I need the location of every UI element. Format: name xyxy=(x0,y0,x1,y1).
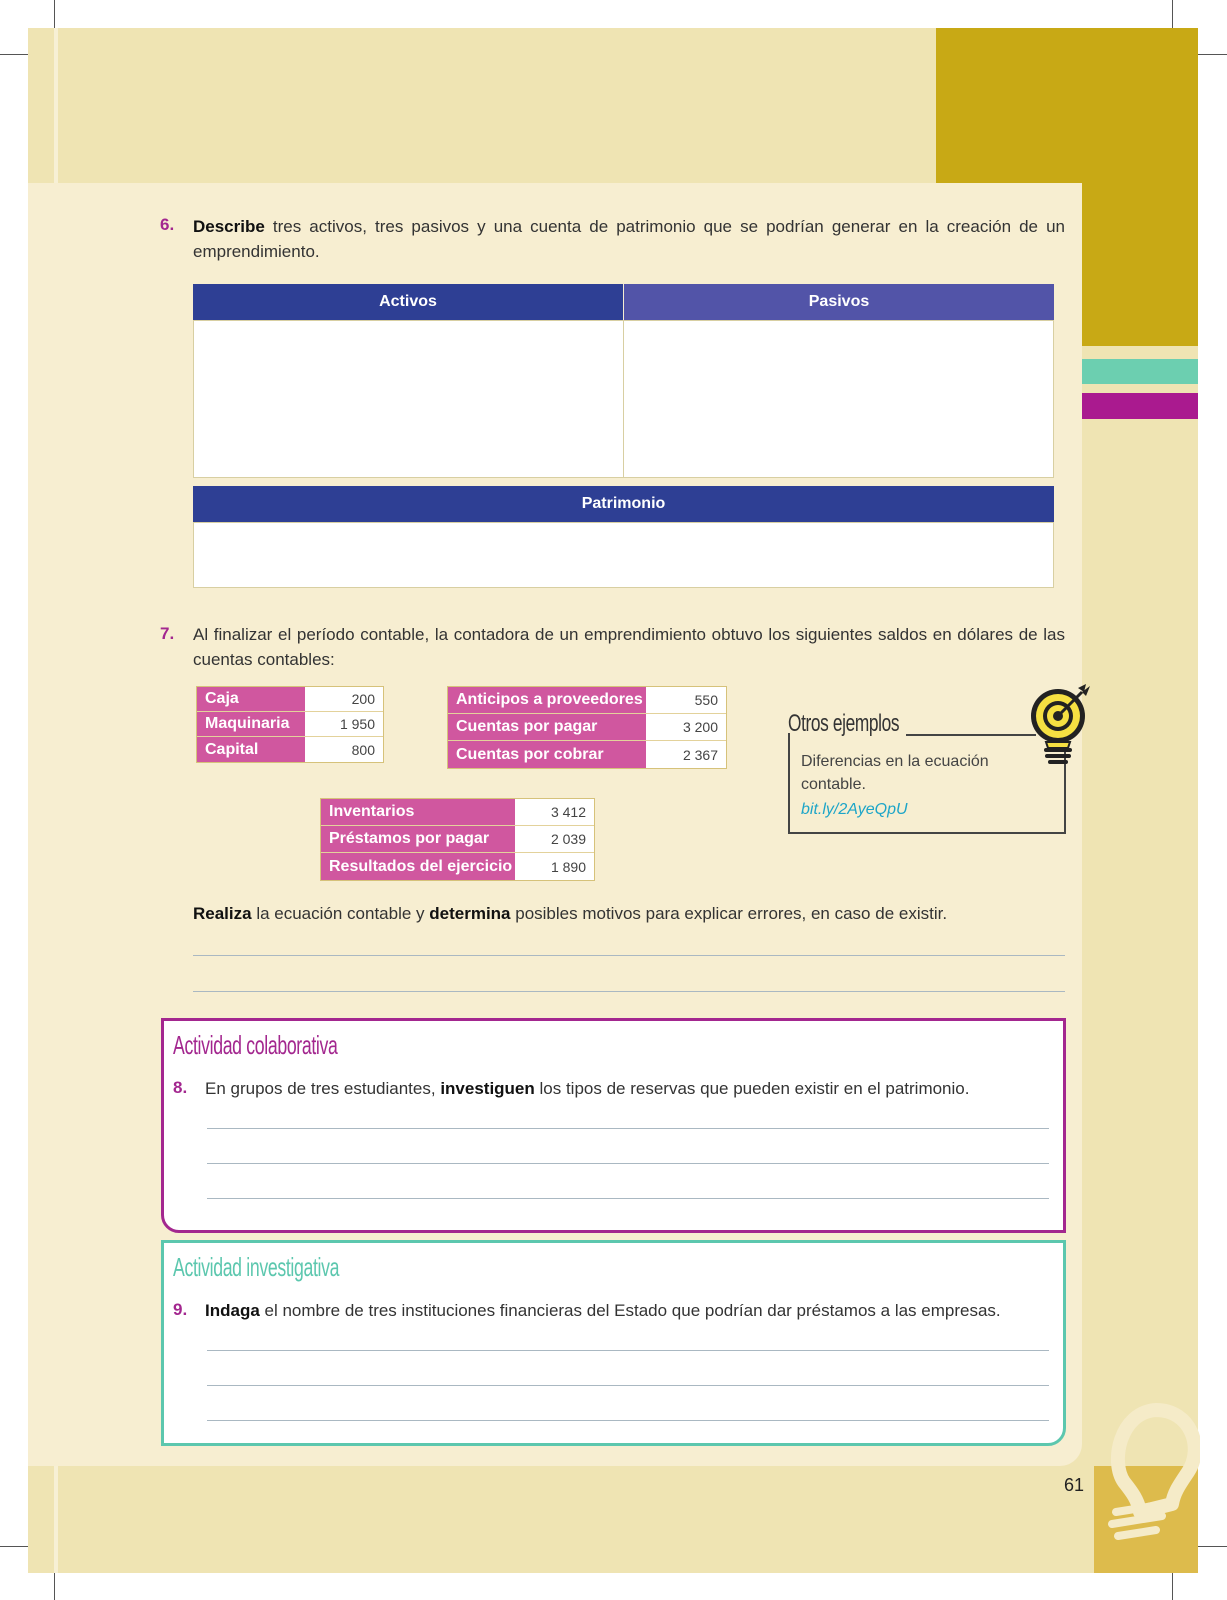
account-label: Maquinaria xyxy=(197,712,307,736)
crop-mark xyxy=(54,1573,55,1600)
account-row xyxy=(321,853,594,880)
question-body: En grupos de tres estudiantes, xyxy=(205,1079,441,1098)
question-text xyxy=(193,214,1065,264)
crop-mark xyxy=(1198,54,1227,55)
decorative-teal-strip xyxy=(1082,359,1198,384)
answer-line[interactable] xyxy=(207,1198,1049,1199)
account-value: 3 200 xyxy=(648,714,726,740)
activos-header: Activos xyxy=(193,284,623,320)
account-row xyxy=(197,737,383,762)
account-value: 550 xyxy=(648,687,726,713)
crop-mark xyxy=(0,1546,28,1547)
account-label: Cuentas por cobrar xyxy=(448,741,648,768)
hint-description: Diferencias en la ecuación contable. xyxy=(801,753,989,793)
hint-title: Otros ejemplos xyxy=(788,710,900,737)
account-row xyxy=(448,687,726,714)
pasivos-answer-area[interactable] xyxy=(623,320,1054,478)
account-value: 200 xyxy=(307,687,383,711)
question-verb: investiguen xyxy=(440,1079,535,1098)
margin-line xyxy=(54,1466,58,1573)
account-label: Préstamos por pagar xyxy=(321,826,517,852)
question-body: los tipos de reservas que pueden existir en el patrimonio. xyxy=(534,1079,970,1098)
account-row xyxy=(448,741,726,768)
account-row xyxy=(321,826,594,853)
patrimonio-answer-area[interactable] xyxy=(193,522,1054,588)
answer-line[interactable] xyxy=(207,1163,1049,1164)
crop-mark xyxy=(1172,0,1173,28)
question-number: 6. xyxy=(160,215,175,234)
account-value: 1 890 xyxy=(517,853,594,880)
account-value: 2 039 xyxy=(517,826,594,852)
account-value: 800 xyxy=(307,737,383,762)
account-label: Resultados del ejercicio xyxy=(321,853,517,880)
account-label: Caja xyxy=(197,687,307,711)
crop-mark xyxy=(1172,1573,1173,1600)
accounts-table-a xyxy=(196,686,384,763)
question-text xyxy=(205,1298,1055,1323)
crop-mark xyxy=(0,54,28,55)
account-row xyxy=(197,687,383,712)
account-label: Inventarios xyxy=(321,799,517,825)
accounts-table-b xyxy=(447,686,727,769)
question-text xyxy=(205,1076,1055,1101)
decorative-magenta-strip xyxy=(1082,393,1198,419)
instruction-text xyxy=(193,901,1073,926)
margin-line xyxy=(54,28,58,183)
instruction-body: la ecuación contable y xyxy=(251,904,430,923)
answer-line[interactable] xyxy=(207,1350,1049,1351)
account-row xyxy=(197,712,383,737)
account-label: Capital xyxy=(197,737,307,762)
question-text: Al finalizar el período contable, la contadora de un emprendimiento obtuvo los siguientes saldos en dólares de las cuentas contables: xyxy=(193,625,1065,669)
faded-lightbulb-icon xyxy=(1096,1400,1200,1540)
answer-line[interactable] xyxy=(207,1385,1049,1386)
question-number: 7. xyxy=(160,624,175,643)
account-row xyxy=(321,799,594,826)
accounts-table-c xyxy=(320,798,595,881)
account-value: 1 950 xyxy=(307,712,383,736)
account-label: Anticipos a proveedores xyxy=(448,687,648,713)
question-verb: Describe xyxy=(193,217,265,236)
answer-line[interactable] xyxy=(193,991,1065,992)
question-body: el nombre de tres instituciones financieras del Estado que podrían dar préstamos a las empresas. xyxy=(259,1301,1001,1320)
account-row xyxy=(448,714,726,741)
page-number: 61 xyxy=(1064,1475,1085,1495)
instruction-verb: determina xyxy=(429,904,511,923)
answer-line[interactable] xyxy=(207,1128,1049,1129)
question-body: tres activos, tres pasivos y una cuenta de patrimonio que se podrían generar en la creación de un emprendimiento. xyxy=(193,217,1065,261)
crop-mark xyxy=(54,0,55,28)
pasivos-header: Pasivos xyxy=(624,284,1054,320)
question-number: 9. xyxy=(173,1300,188,1319)
answer-line[interactable] xyxy=(193,955,1065,956)
hint-link[interactable]: bit.ly/2AyeQpU xyxy=(801,801,908,818)
crop-mark xyxy=(1198,1546,1227,1547)
question-number: 8. xyxy=(173,1078,188,1097)
collaborative-activity-title: Actividad colaborativa xyxy=(173,1030,338,1060)
activos-answer-area[interactable] xyxy=(193,320,624,478)
instruction-verb: Realiza xyxy=(193,904,252,923)
instruction-body: posibles motivos para explicar errores, en caso de existir. xyxy=(510,904,948,923)
lightbulb-target-icon xyxy=(1030,684,1092,776)
question-verb: Indaga xyxy=(205,1301,260,1320)
answer-line[interactable] xyxy=(207,1420,1049,1421)
patrimonio-header: Patrimonio xyxy=(193,486,1054,522)
account-value: 3 412 xyxy=(517,799,594,825)
account-value: 2 367 xyxy=(648,741,726,768)
account-label: Cuentas por pagar xyxy=(448,714,648,740)
research-activity-title: Actividad investigativa xyxy=(173,1252,340,1282)
